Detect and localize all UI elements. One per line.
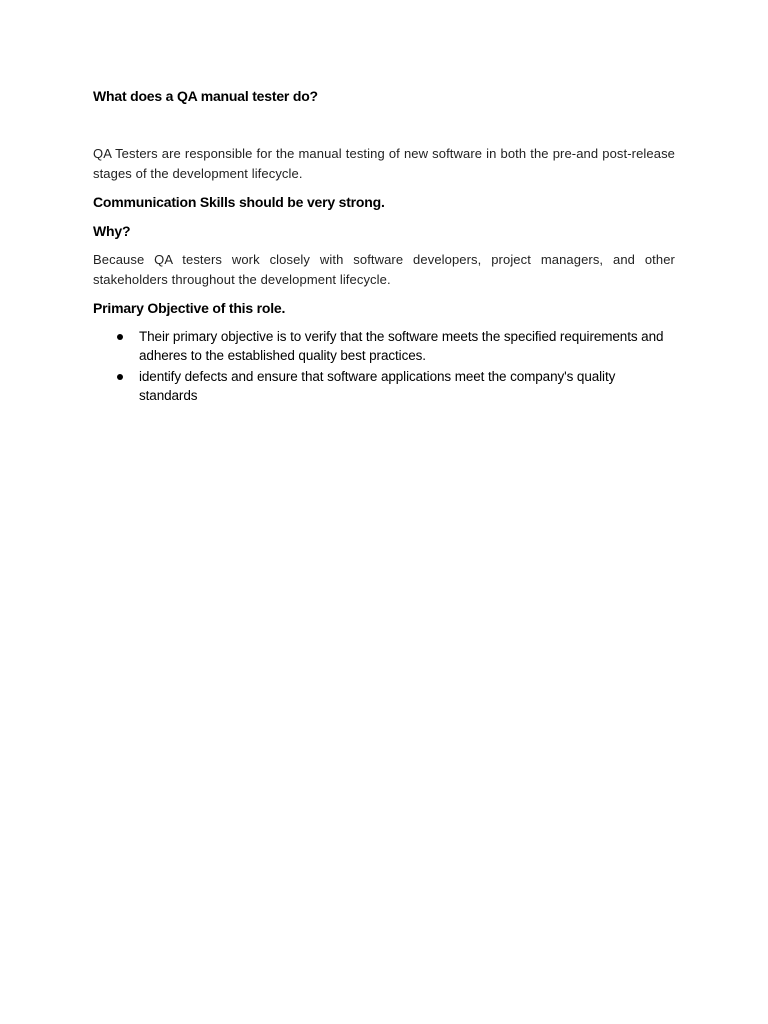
why-heading: Why? — [93, 223, 131, 239]
list-item-text: Their primary objective is to verify that the software meets the specified requirements and adheres to the established quality best practices. — [139, 329, 664, 363]
why-paragraph: Because QA testers work closely with software developers, project managers, and other stakeholders throughout the development lifecycle. — [93, 252, 675, 287]
communication-heading: Communication Skills should be very strong. — [93, 194, 385, 210]
objective-list — [93, 327, 675, 405]
page-title: What does a QA manual tester do? — [93, 88, 318, 104]
list-item — [93, 367, 675, 405]
bullet-icon — [117, 374, 123, 380]
intro-paragraph: QA Testers are responsible for the manual testing of new software in both the pre-and post-release stages of the development lifecycle. — [93, 146, 675, 181]
list-item-text: identify defects and ensure that software applications meet the company's quality standards — [139, 369, 616, 403]
document-page — [93, 86, 675, 407]
objective-heading: Primary Objective of this role. — [93, 300, 286, 316]
list-item — [93, 327, 675, 365]
bullet-icon — [117, 334, 123, 340]
